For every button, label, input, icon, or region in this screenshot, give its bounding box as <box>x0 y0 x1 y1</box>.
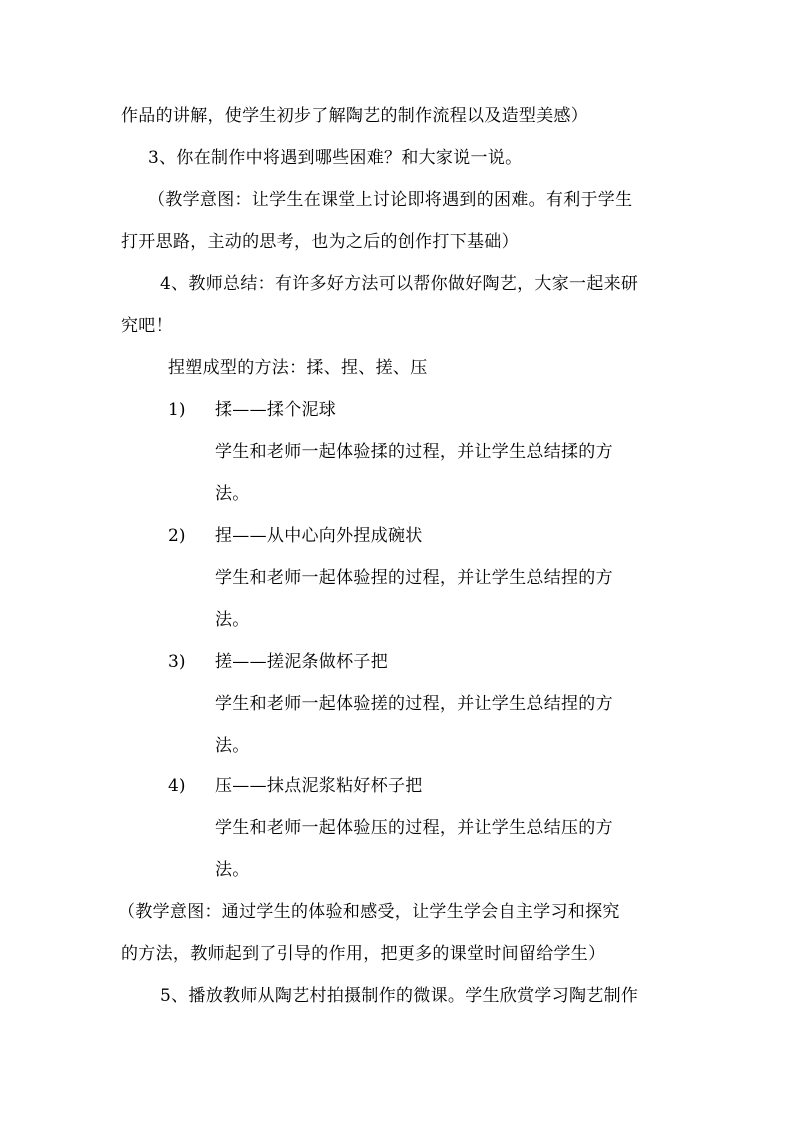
step-number: 4) <box>168 776 186 796</box>
step-description: 法。 <box>215 860 250 880</box>
step-number: 3) <box>168 652 186 672</box>
method-heading: 捏塑成型的方法：揉、捏、搓、压 <box>168 358 428 378</box>
step-description: 学生和老师一起体验搓的过程，并让学生总结捏的方 <box>215 694 613 714</box>
paragraph-line: （教学意图：通过学生的体验和感受，让学生学会自主学习和探究 <box>118 902 620 922</box>
step-description: 法。 <box>215 610 250 630</box>
paragraph-line: 究吧！ <box>121 316 173 336</box>
paragraph-line: 4、教师总结：有许多好方法可以帮你做好陶艺，大家一起来研 <box>160 274 639 294</box>
paragraph-line: 作品的讲解，使学生初步了解陶艺的制作流程以及造型美感） <box>121 106 589 126</box>
step-number: 1) <box>168 400 186 420</box>
paragraph-line: 打开思路，主动的思考，也为之后的创作打下基础） <box>121 232 519 252</box>
step-description: 学生和老师一起体验压的过程，并让学生总结压的方 <box>215 818 613 838</box>
step-description: 学生和老师一起体验揉的过程，并让学生总结揉的方 <box>215 442 613 462</box>
step-title: 捏——从中心向外捏成碗状 <box>215 526 423 546</box>
paragraph-line: 3、你在制作中将遇到哪些困难？和大家说一说。 <box>148 148 523 168</box>
step-number: 2) <box>168 526 186 546</box>
paragraph-line: （教学意图：让学生在课堂上讨论即将遇到的困难。有利于学生 <box>148 190 633 210</box>
paragraph-line: 5、播放教师从陶艺村拍摄制作的微课。学生欣赏学习陶艺制作 <box>160 986 639 1006</box>
step-description: 学生和老师一起体验捏的过程，并让学生总结捏的方 <box>215 568 613 588</box>
step-title: 搓——搓泥条做杯子把 <box>215 652 388 672</box>
paragraph-line: 的方法，教师起到了引导的作用，把更多的课堂时间留给学生） <box>121 944 606 964</box>
step-description: 法。 <box>215 736 250 756</box>
step-description: 法。 <box>215 484 250 504</box>
step-title: 压——抹点泥浆粘好杯子把 <box>215 776 423 796</box>
step-title: 揉——揉个泥球 <box>215 400 337 420</box>
